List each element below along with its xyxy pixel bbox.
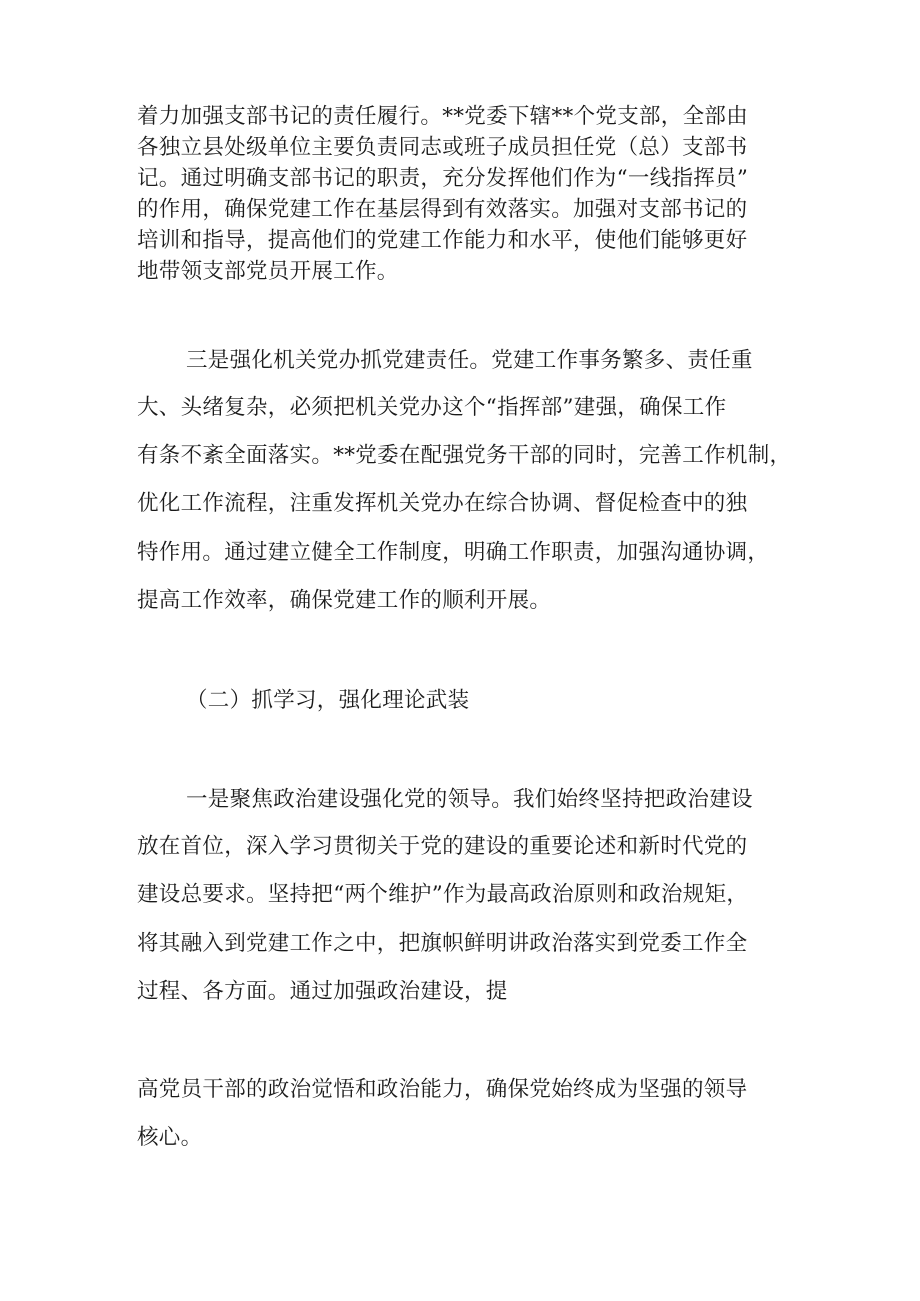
- p2-line-3: 有条不紊全面落实。**党委在配强党务干部的同时，完善工作机制，: [137, 443, 792, 468]
- p2-line-4: 优化工作流程，注重发挥机关党办在综合协调、督促检查中的独: [137, 491, 748, 516]
- section-heading: （二）抓学习，强化理论武装: [186, 688, 470, 713]
- p1-line-1: 着力加强支部书记的责任履行。**党委下辖**个党支部，全部由: [137, 104, 749, 129]
- p2-line-2: 大、头绪复杂，必须把机关党办这个“指挥部”建强，确保工作: [137, 395, 727, 420]
- p3-line-4: 将其融入到党建工作之中，把旗帜鲜明讲政治落实到党委工作全: [137, 931, 748, 956]
- p1-line-2: 各独立县处级单位主要负责同志或班子成员担任党（总）支部书: [137, 135, 748, 160]
- p2-line-1: 三是强化机关党办抓党建责任。党建工作事务繁多、责任重: [186, 348, 753, 373]
- p1-line-4: 的作用，确保党建工作在基层得到有效落实。加强对支部书记的: [137, 197, 748, 222]
- p1-line-3: 记。通过明确支部书记的职责，充分发挥他们作为“一线指挥员”: [137, 166, 749, 191]
- p3-line-1: 一是聚焦政治建设强化党的领导。我们始终坚持把政治建设: [186, 787, 753, 812]
- p2-line-6: 提高工作效率，确保党建工作的顺利开展。: [137, 588, 552, 613]
- p3-line-3: 建设总要求。坚持把“两个维护”作为最高政治原则和政治规矩，: [137, 882, 749, 907]
- p3-line-2: 放在首位，深入学习贯彻关于党的建设的重要论述和新时代党的: [137, 834, 748, 859]
- p1-line-5: 培训和指导，提高他们的党建工作能力和水平，使他们能够更好: [137, 228, 748, 253]
- p3-line-5: 过程、各方面。通过加强政治建设，提: [137, 979, 508, 1004]
- p4-line-1: 高党员干部的政治觉悟和政治能力，确保党始终成为坚强的领导: [137, 1077, 748, 1102]
- p1-line-6: 地带领支部党员开展工作。: [137, 259, 399, 284]
- p2-line-5: 特作用。通过建立健全工作制度，明确工作职责，加强沟通协调，: [137, 540, 770, 565]
- p4-line-2: 核心。: [137, 1125, 203, 1150]
